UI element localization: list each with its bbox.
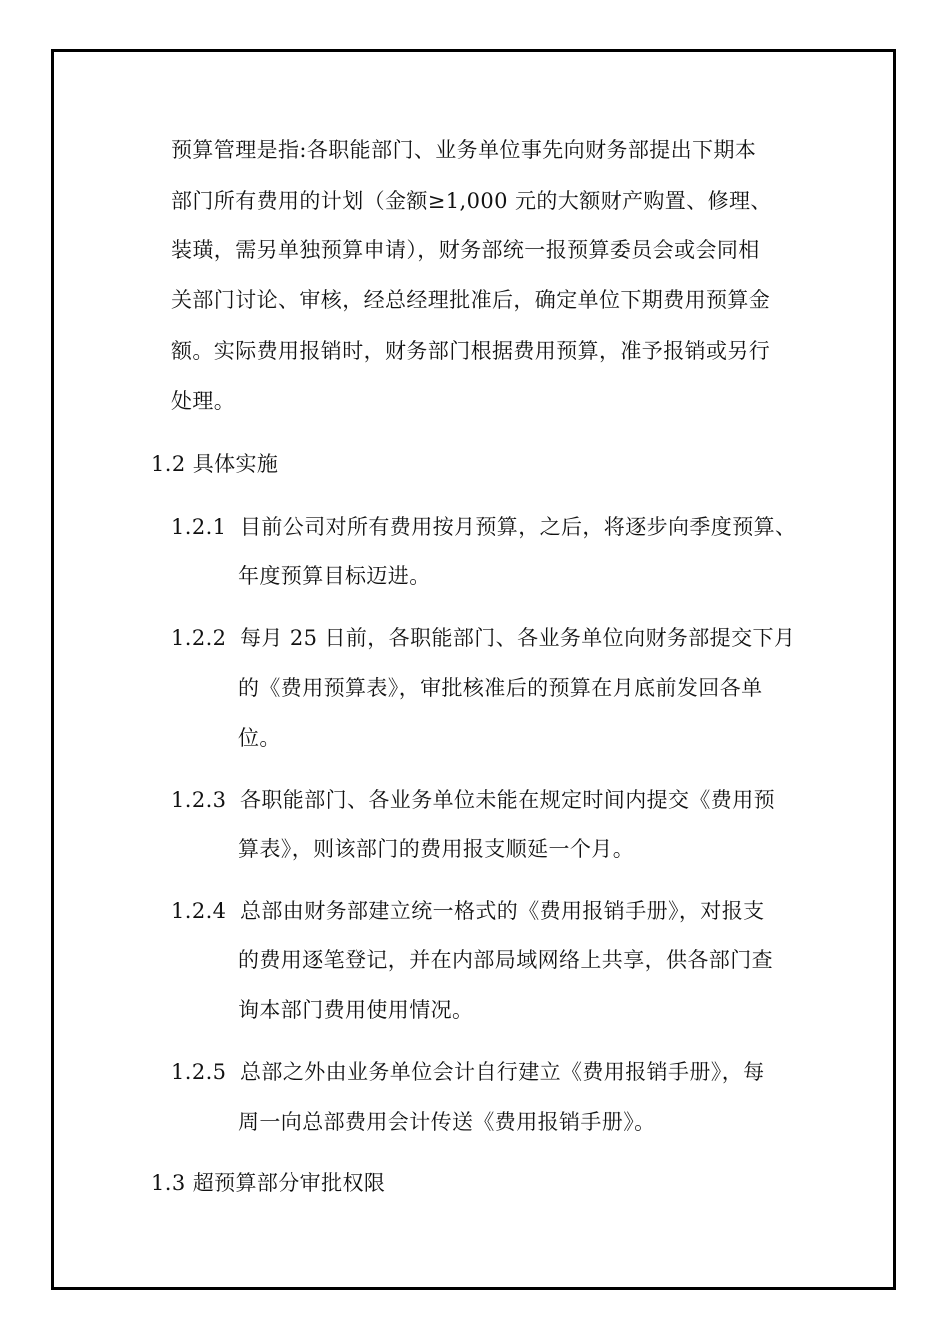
item-line: 算表》，则该部门的费用报支顺延一个月。	[238, 837, 635, 861]
section-heading-1-2	[151, 454, 278, 475]
intro-line: 处理。	[171, 389, 236, 413]
intro-line: 装璜，需另单独预算申请），财务部统一报预算委员会或会同相	[171, 238, 760, 262]
item-number: 1.2.4	[171, 899, 227, 923]
item-line: 目前公司对所有费用按月预算，之后，将逐步向季度预算、	[240, 515, 797, 539]
item-line: 周一向总部费用会计传送《费用报销手册》。	[238, 1110, 656, 1134]
item-line: 的费用逐笔登记，并在内部局域网络上共享，供各部门查	[238, 948, 773, 972]
section-title: 超预算部分审批权限	[192, 1171, 386, 1195]
intro-line: 关部门讨论、审核，经总经理批准后，确定单位下期费用预算金	[171, 288, 771, 312]
intro-line: 预算管理是指:各职能部门、业务单位事先向财务部提出下期本	[171, 138, 757, 162]
section-number: 1.2	[151, 452, 186, 476]
item-line: 位。	[238, 726, 281, 750]
item-number: 1.2.3	[171, 788, 227, 812]
item-number: 1.2.2	[171, 626, 227, 650]
item-line: 总部由财务部建立统一格式的《费用报销手册》，对报支	[240, 899, 765, 923]
item-line: 每月 25 日前，各职能部门、各业务单位向财务部提交下月	[240, 626, 796, 650]
section-title: 具体实施	[192, 452, 279, 476]
item-line: 年度预算目标迈进。	[238, 564, 431, 588]
item-number: 1.2.1	[171, 515, 227, 539]
intro-line: 部门所有费用的计划（金额≥1,000 元的大额财产购置、修理、	[171, 189, 772, 213]
intro-line: 额。实际费用报销时，财务部门根据费用预算，准予报销或另行	[171, 339, 771, 363]
item-line: 总部之外由业务单位会计自行建立《费用报销手册》，每	[240, 1060, 765, 1084]
section-number: 1.3	[151, 1171, 186, 1195]
item-number: 1.2.5	[171, 1060, 227, 1084]
page-border	[51, 49, 896, 1290]
item-line: 的《费用预算表》，审批核准后的预算在月底前发回各单	[238, 676, 763, 700]
section-heading-1-3	[151, 1173, 385, 1194]
item-line: 询本部门费用使用情况。	[238, 998, 474, 1022]
item-line: 各职能部门、各业务单位未能在规定时间内提交《费用预	[240, 788, 775, 812]
